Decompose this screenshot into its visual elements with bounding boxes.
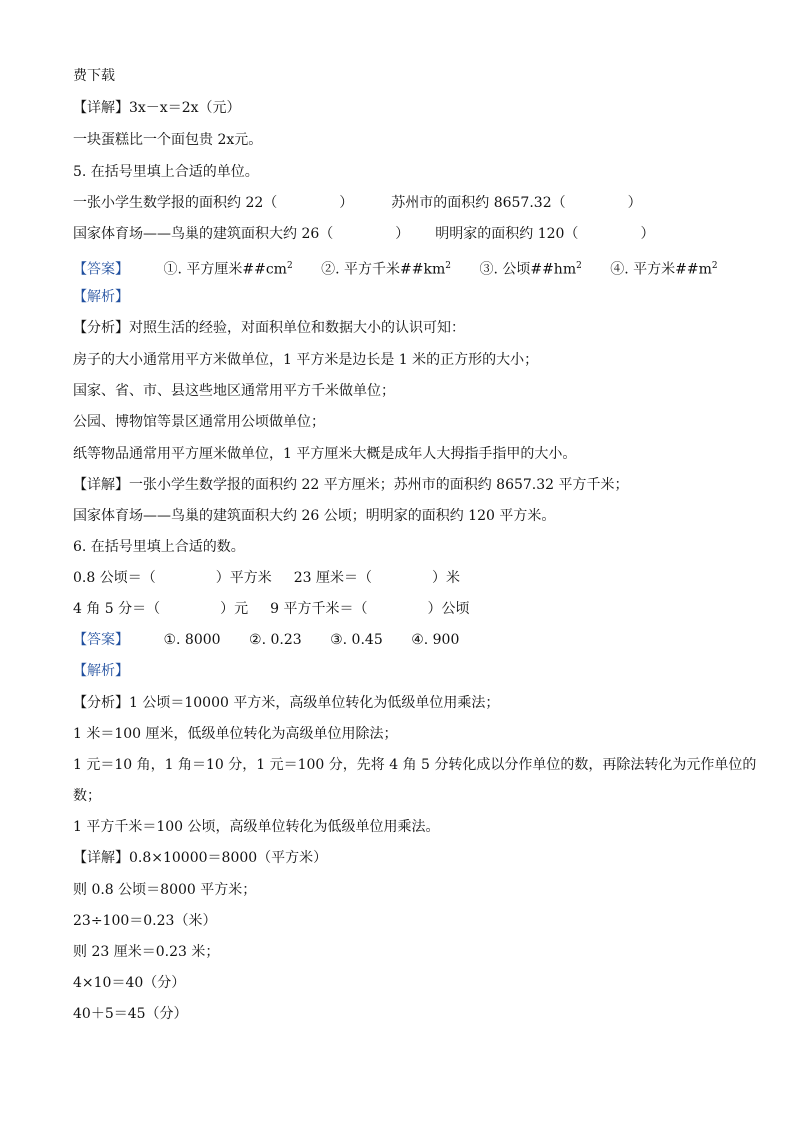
q6-answer-2: ②. 0.23 (249, 632, 302, 648)
q6-row2-a-close: ）元 (220, 601, 249, 617)
q6-answer-4: ④. 900 (411, 632, 460, 648)
q5-answer-line (73, 256, 718, 280)
q6-detail-line: 4×10＝40（分） (73, 975, 186, 991)
q5-title: 5. 在括号里填上合适的单位。 (73, 164, 259, 180)
q5-answer-1: ①. 平方厘米$\#\#cm^2$ (163, 261, 293, 278)
q5-analysis-line: 国家、省、市、县这些地区通常用平方千米做单位； (73, 383, 395, 399)
q5-row1-right: 苏州市的面积约 8657.32（ (391, 195, 566, 211)
q5-row2-left-close: ） (395, 226, 410, 242)
detail-label: 【详解】 (73, 100, 129, 116)
q6-detail-line: 则 0.8 公顷＝8000 平方米； (73, 882, 257, 898)
q6-row1-a: 0.8 公顷＝（ (73, 570, 156, 586)
q5-analysis-line: 【分析】对照生活的经验，对面积单位和数据大小的认识可知： (73, 320, 465, 336)
q5-row2-right: 明明家的面积约 120（ (435, 226, 579, 242)
q6-analysis-line: 1 元＝10 角，1 角＝10 分，1 元＝100 分，先将 4 角 5 分转化成以分作单位的数，再除法转化为元作单位的 (73, 757, 757, 773)
q6-detail-line: 23÷100＝0.23（米） (73, 913, 217, 929)
q5-row2 (73, 224, 654, 244)
q5-analysis-line: 公园、博物馆等景区通常用公顷做单位； (73, 414, 325, 430)
q6-row1 (73, 568, 460, 588)
q5-row2-left: 国家体育场——鸟巢的建筑面积大约 26（ (73, 226, 334, 242)
q6-analysis-label: 【解析】 (73, 663, 129, 679)
q5-row1-left: 一张小学生数学报的面积约 22（ (73, 195, 278, 211)
q6-analysis-line: 【分析】1 公顷＝10000 平方米，高级单位转化为低级单位用乘法； (73, 695, 500, 711)
q6-row2-b-close: ）公顷 (427, 601, 470, 617)
prev-detail-line (73, 98, 241, 118)
q6-answer-3: ③. 0.45 (330, 632, 383, 648)
q5-answer-3: ③. 公顷$\#\#hm^2$ (479, 261, 582, 278)
q6-detail-line: 【详解】0.8×10000＝8000（平方米） (73, 850, 328, 866)
q6-analysis-line: 1 米＝100 厘米，低级单位转化为高级单位用除法； (73, 726, 398, 742)
q6-detail-line: 则 23 厘米＝0.23 米； (73, 944, 220, 960)
q5-row1-right-close: ） (627, 195, 642, 211)
q6-row1-b: 23 厘米＝（ (293, 570, 372, 586)
q6-answer-line (73, 630, 459, 650)
q6-answer-label: 【答案】 (73, 632, 129, 648)
q6-row1-a-close: ）平方米 (215, 570, 272, 586)
q5-answer-4: ④. 平方米$\#\#m^2$ (610, 261, 718, 278)
q5-detail-line: 国家体育场——鸟巢的建筑面积大约 26 公顷；明明家的面积约 120 平方米。 (73, 508, 556, 524)
q5-row1 (73, 193, 642, 213)
detail-calc: 3x－x＝2x（元） (129, 100, 241, 116)
q6-row2-a: 4 角 5 分＝（ (73, 601, 161, 617)
q6-analysis-line: 1 平方千米＝100 公顷，高级单位转化为低级单位用乘法。 (73, 819, 440, 835)
q5-row1-left-close: ） (339, 195, 354, 211)
q5-analysis-line: 纸等物品通常用平方厘米做单位，1 平方厘米大概是成年人大拇指手指甲的大小。 (73, 446, 577, 462)
q6-answer-1: ①. 8000 (163, 632, 221, 648)
q6-detail-line: 40＋5＝45（分） (73, 1006, 188, 1022)
q5-detail-line: 【详解】一张小学生数学报的面积约 22 平方厘米；苏州市的面积约 8657.32 平方千米； (73, 477, 629, 493)
q5-answer-2: ②. 平方千米$\#\#km^2$ (321, 261, 451, 278)
continued-fragment: 费下载 (73, 68, 115, 84)
q6-row1-b-close: ）米 (431, 570, 460, 586)
q5-row2-right-close: ） (640, 226, 655, 242)
prev-conclusion: 一块蛋糕比一个面包贵 2x元。 (73, 132, 263, 148)
q5-answer-label: 【答案】 (73, 261, 129, 278)
q5-analysis-line: 房子的大小通常用平方米做单位，1 平方米是边长是 1 米的正方形的大小； (73, 352, 539, 368)
q5-analysis-label: 【解析】 (73, 289, 129, 305)
q6-title: 6. 在括号里填上合适的数。 (73, 539, 245, 555)
q6-analysis-line: 数； (73, 788, 101, 804)
q6-row2-b: 9 平方千米＝（ (270, 601, 368, 617)
q6-row2 (73, 599, 470, 619)
